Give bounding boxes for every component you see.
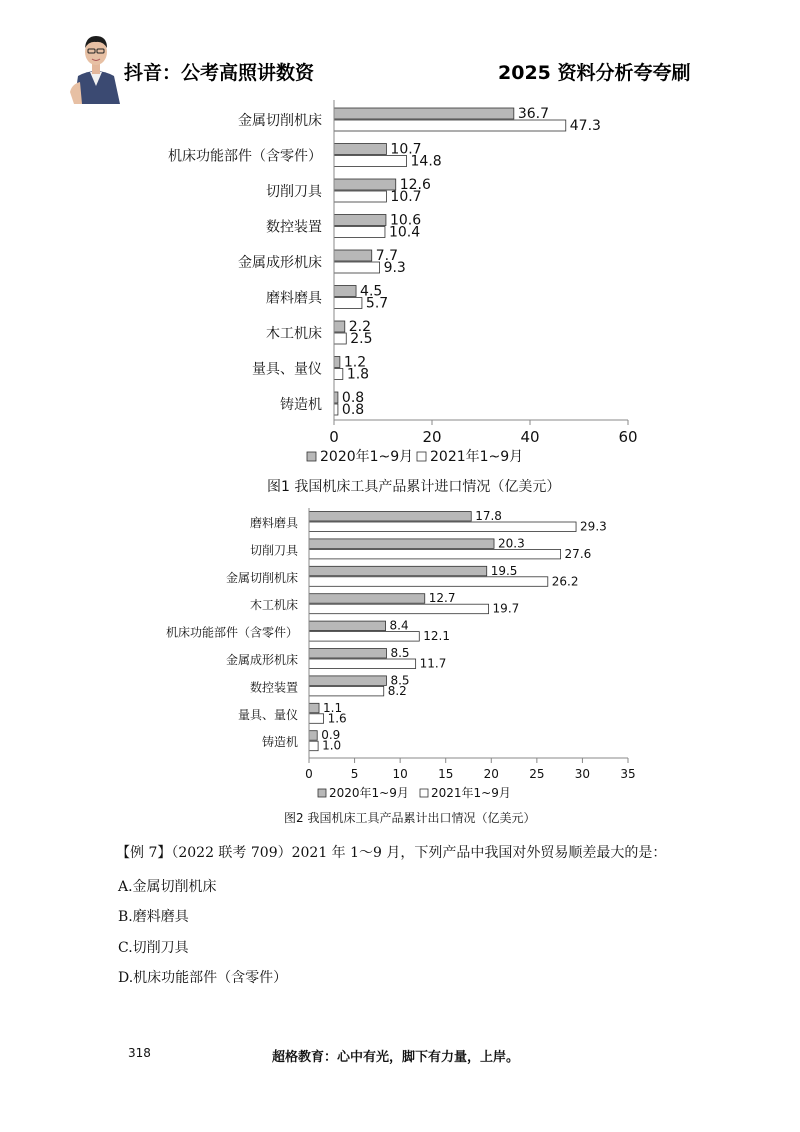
option-d[interactable]: D.机床功能部件（含零件） [118, 970, 288, 986]
option-b[interactable]: B.磨料磨具 [118, 909, 189, 925]
c1-value-label-s1-5: 5.7 [365, 295, 389, 312]
c2-value-label-s0-0: 17.8 [475, 509, 502, 523]
c2-value-label-s1-2: 26.2 [551, 574, 579, 589]
c1-value-label-s1-3: 10.4 [388, 224, 421, 241]
c1-value-label-s0-3: 10.6 [389, 212, 422, 229]
chart1-legend-2020: 2020年1~9月 [320, 449, 414, 465]
chart2-title: 图2 我国机床工具产品累计出口情况（亿美元） [284, 811, 536, 825]
c1-value-label-s1-7: 1.8 [346, 366, 370, 383]
c1-tick-label-0: 0 [329, 428, 339, 446]
c2-bar-s0-1 [309, 539, 494, 549]
c2-category-label-4: 机床功能部件（含零件） [165, 625, 298, 640]
c1-value-label-s1-0: 47.3 [569, 118, 601, 134]
chart2-legend-swatch-2020 [318, 789, 326, 797]
c1-value-label-s0-4: 7.7 [375, 248, 398, 264]
c1-category-label-0: 金属切削机床 [238, 113, 322, 129]
c2-value-label-s0-3: 12.7 [428, 591, 456, 606]
c2-value-label-s1-1: 27.6 [564, 546, 592, 561]
c2-value-label-s0-2: 19.5 [490, 563, 518, 578]
c2-value-label-s0-7: 1.1 [323, 700, 343, 715]
c2-tick-label-5: 25 [529, 767, 545, 781]
c2-bar-s0-8 [309, 731, 317, 741]
c2-category-label-3: 木工机床 [249, 598, 298, 613]
c2-bar-s1-1 [309, 549, 561, 559]
c2-value-label-s1-5: 11.7 [419, 656, 447, 671]
c2-bar-s1-7 [309, 714, 324, 724]
c1-category-label-4: 金属成形机床 [238, 255, 322, 271]
chart2-legend-2020: 2020年1~9月 [329, 786, 409, 800]
c1-category-label-7: 量具、量仪 [252, 361, 322, 378]
c1-value-label-s1-1: 14.8 [410, 153, 442, 170]
header-left-title: 抖音：公考高照讲数资 [124, 62, 315, 84]
c2-value-label-s0-5: 8.5 [390, 646, 410, 660]
c2-value-label-s0-6: 8.5 [390, 673, 410, 688]
question-text: 【例 7】（2022 联考 709）2021 年 1～9 月，下列产品中我国对外贸易顺差最大的是： [116, 845, 667, 861]
c2-value-label-s0-4: 8.4 [389, 618, 409, 633]
c1-value-label-s0-5: 4.5 [360, 283, 383, 300]
c1-value-label-s0-1: 10.7 [390, 141, 422, 158]
c2-bar-s0-6 [309, 676, 386, 686]
c2-category-label-6: 数控装置 [249, 680, 298, 695]
c1-tick-label-1: 20 [422, 428, 442, 446]
c1-value-label-s1-6: 2.5 [350, 331, 373, 347]
c2-bar-s1-0 [309, 522, 576, 532]
c2-bar-s1-8 [309, 741, 318, 751]
footer-slogan: 超格教育：心中有光，脚下有力量，上岸。 [272, 1050, 520, 1065]
c2-value-label-s1-0: 29.3 [580, 519, 607, 534]
c1-tick-label-3: 60 [618, 428, 638, 446]
c2-tick-label-7: 35 [620, 767, 636, 781]
c2-category-label-5: 金属成形机床 [225, 653, 298, 667]
chart1-legend-2021: 2021年1~9月 [430, 449, 524, 465]
chart2-legend-2021: 2021年1~9月 [431, 786, 511, 800]
c2-value-label-s1-7: 1.6 [327, 711, 347, 726]
header-right-title: 2025 资料分析夸夸刷 [498, 62, 691, 84]
c1-value-label-s1-4: 9.3 [383, 260, 406, 276]
chart2-legend-swatch-2021 [420, 789, 428, 797]
option-c[interactable]: C.切削刀具 [118, 940, 189, 956]
c1-value-label-s0-6: 2.2 [348, 319, 372, 335]
c2-value-label-s0-8: 0.9 [321, 728, 341, 743]
c2-bar-s0-0 [309, 512, 471, 522]
c1-category-label-8: 铸造机 [280, 397, 322, 413]
c1-tick-label-2: 40 [520, 428, 540, 446]
c2-value-label-s1-4: 12.1 [423, 629, 451, 644]
c2-value-label-s1-6: 8.2 [387, 683, 407, 698]
c2-bar-s1-5 [309, 659, 416, 669]
c1-value-label-s0-8: 0.8 [341, 390, 365, 406]
c2-category-label-2: 金属切削机床 [225, 570, 298, 585]
c2-tick-label-2: 10 [392, 767, 408, 781]
c2-tick-label-0: 0 [305, 767, 313, 781]
c1-category-label-2: 切削刀具 [266, 184, 322, 200]
c2-category-label-0: 磨料磨具 [249, 516, 298, 530]
c2-category-label-7: 量具、量仪 [237, 707, 298, 722]
c1-category-label-5: 磨料磨具 [266, 290, 322, 307]
c2-bar-s0-7 [309, 703, 319, 713]
c1-value-label-s1-2: 10.7 [390, 189, 422, 205]
page-number: 318 [128, 1046, 151, 1060]
c1-category-label-3: 数控装置 [266, 219, 322, 236]
c1-category-label-6: 木工机床 [266, 326, 322, 342]
c2-tick-label-6: 30 [574, 767, 591, 781]
c2-value-label-s1-3: 19.7 [492, 601, 520, 616]
c2-bar-s0-2 [309, 566, 487, 576]
c2-category-label-1: 切削刀具 [249, 543, 298, 558]
c2-bar-s1-3 [309, 604, 489, 614]
c2-value-label-s0-1: 20.3 [498, 536, 525, 551]
c2-tick-label-4: 20 [483, 767, 499, 781]
c2-category-label-8: 铸造机 [261, 735, 298, 750]
c1-category-label-1: 机床功能部件（含零件） [168, 148, 322, 165]
chart1-title: 图1 我国机床工具产品累计进口情况（亿美元） [267, 479, 561, 495]
c2-bar-s1-2 [309, 577, 548, 587]
c1-value-label-s0-7: 1.2 [343, 354, 367, 371]
c2-bar-s1-4 [309, 632, 419, 642]
c2-tick-label-1: 5 [350, 767, 359, 781]
c1-value-label-s1-8: 0.8 [341, 402, 365, 418]
c2-bar-s0-5 [309, 649, 386, 659]
c2-bar-s1-6 [309, 686, 384, 696]
c1-value-label-s0-0: 36.7 [517, 106, 550, 122]
c2-tick-label-3: 15 [438, 767, 454, 781]
c2-bar-s0-3 [309, 594, 425, 604]
option-a[interactable]: A.金属切削机床 [118, 879, 217, 895]
c2-bar-s0-4 [309, 621, 386, 631]
c2-value-label-s1-8: 1.0 [322, 738, 342, 753]
c1-value-label-s0-2: 12.6 [399, 177, 431, 193]
